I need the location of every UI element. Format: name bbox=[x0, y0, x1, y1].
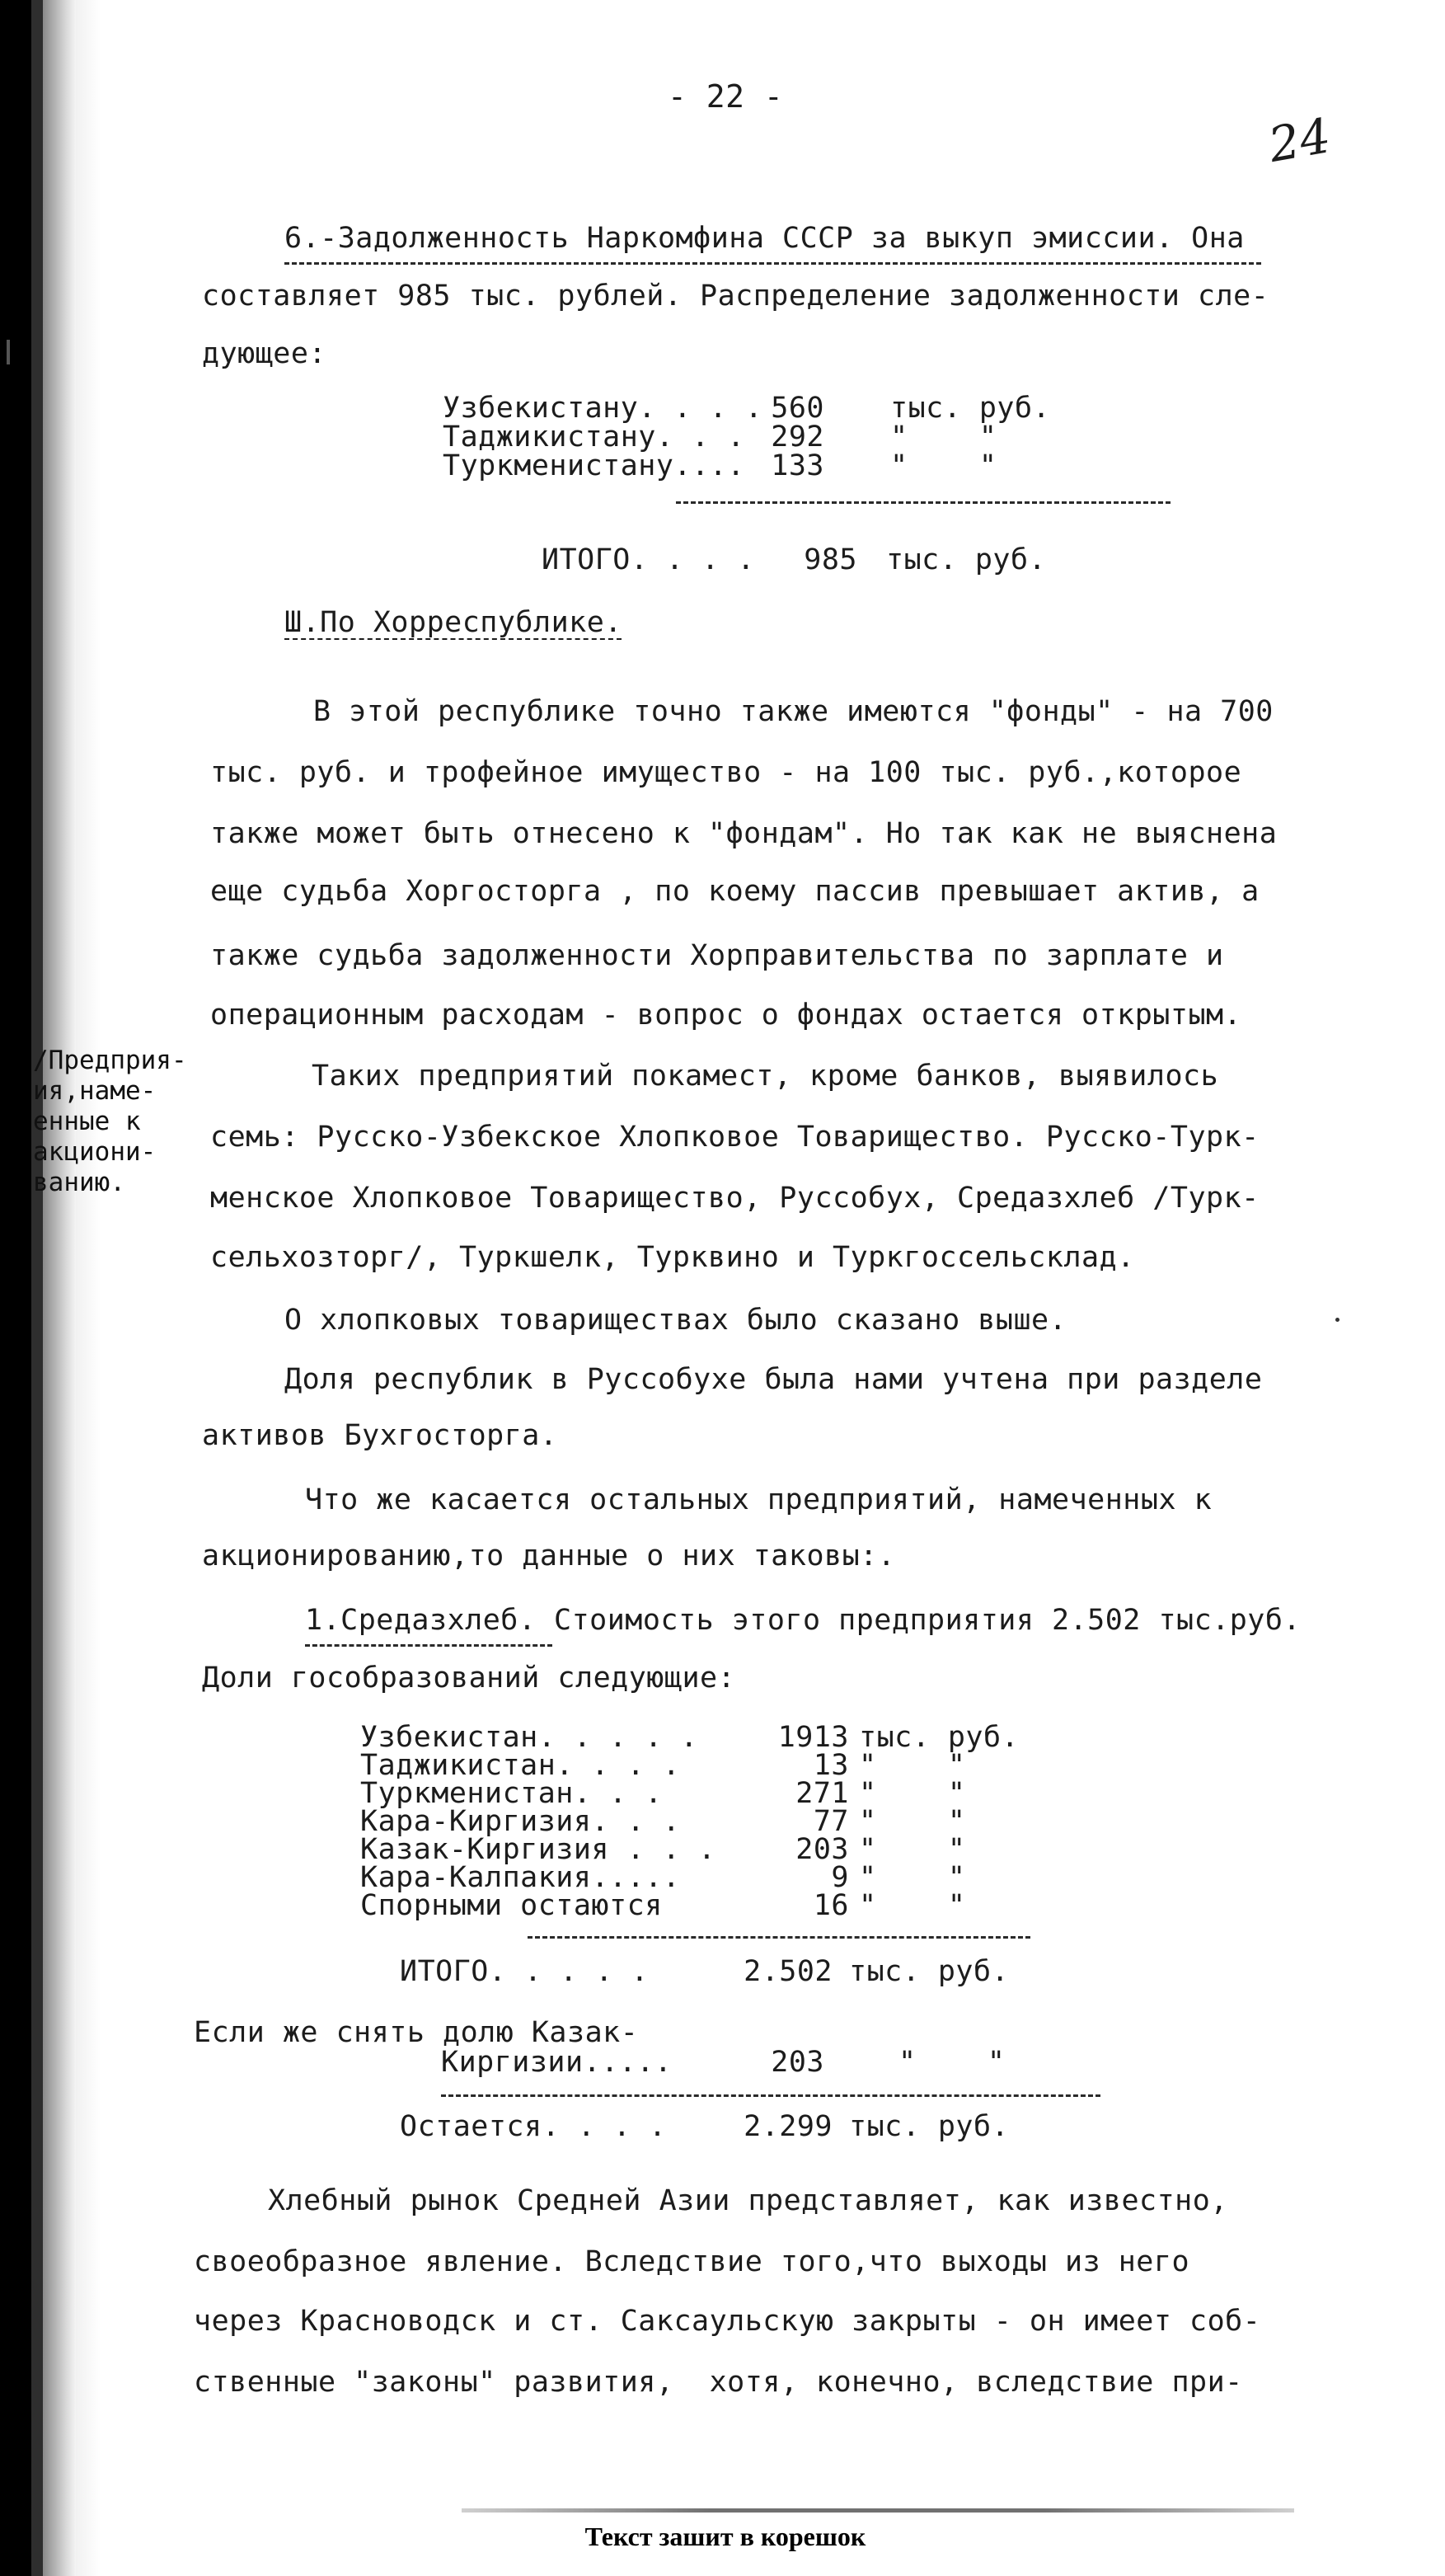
shares-total-label: ИТОГО. . . . . bbox=[400, 1955, 650, 1988]
margin-mark bbox=[7, 340, 10, 364]
remains-unit: тыс. руб. bbox=[849, 2110, 1010, 2143]
page-number: - 22 - bbox=[668, 78, 784, 115]
body-line: еще судьба Хоргосторга , по коему пассив превышает актив, а bbox=[210, 875, 1260, 908]
shares-row-unit: " " bbox=[859, 1889, 966, 1922]
shares-row-name: Таджикистан. . . . bbox=[360, 1749, 681, 1782]
section6-heading: 6.-Задолженность Наркомфина СССР за выкуп эмиссии. Она bbox=[284, 222, 1245, 255]
debt-table-sum-rule bbox=[676, 501, 1171, 504]
body-line: семь: Русско-Узбекское Хлопковое Товарищество. Русско-Турк- bbox=[210, 1121, 1260, 1154]
shares-row-unit: " " bbox=[859, 1805, 966, 1838]
body-line: также может быть отнесено к "фондам". Но так как не выяснена bbox=[210, 817, 1278, 850]
shares-total-value: 2.502 bbox=[744, 1955, 833, 1988]
debt-row-unit: тыс. руб. bbox=[890, 392, 1051, 425]
shares-total-unit: тыс. руб. bbox=[849, 1955, 1010, 1988]
debt-row-value: 292 bbox=[771, 421, 824, 454]
debt-row-name: Узбекистану. . . . bbox=[443, 392, 763, 425]
item1-line2: Доли гособразований следующие: bbox=[202, 1662, 736, 1695]
body-line: ственные "законы" развития, хотя, конечно, вследствие при- bbox=[194, 2366, 1243, 2399]
shares-row-name: Узбекистан. . . . . bbox=[360, 1721, 698, 1754]
debt-total-label: ИТОГО. . . . bbox=[542, 543, 755, 576]
debt-total-unit: тыс. руб. bbox=[886, 543, 1047, 576]
shares-row-value: 16 bbox=[813, 1889, 849, 1922]
shares-row-unit: " " bbox=[859, 1777, 966, 1810]
section3-heading: Ш.По Хорреспублике. bbox=[284, 606, 622, 639]
binding-edge-gradient bbox=[43, 0, 76, 2576]
body-line: активов Бухгосторга. bbox=[202, 1419, 558, 1452]
shares-row-unit: " " bbox=[859, 1749, 966, 1782]
binding-edge bbox=[0, 0, 31, 2576]
section6-line3: дующее: bbox=[202, 337, 327, 370]
body-line: О хлопковых товариществах было сказано выше. bbox=[284, 1304, 1067, 1337]
body-line: тыс. руб. и трофейное имущество - на 100 тыс. руб.,которое bbox=[210, 756, 1242, 789]
shares-row-value: 9 bbox=[831, 1861, 849, 1894]
debt-row-unit: " " bbox=[890, 421, 997, 454]
ink-speck bbox=[1335, 1318, 1339, 1322]
body-line: Доля республик в Руссобухе была нами учтена при разделе bbox=[284, 1363, 1263, 1396]
body-line: операционным расходам - вопрос о фондах остается открытым. bbox=[210, 999, 1242, 1032]
item1-heading-underline bbox=[305, 1644, 552, 1647]
body-line: также судьба задолженности Хорправительства по зарплате и bbox=[210, 939, 1224, 972]
marginal-note: /Предприя- ия,наме- енные к акциони- ванию. bbox=[33, 1046, 187, 1197]
footer-rule bbox=[462, 2508, 1294, 2513]
debt-total-value: 985 bbox=[804, 543, 857, 576]
binding-edge-shadow bbox=[31, 0, 43, 2576]
body-line: Таких предприятий покамест, кроме банков, выявилось bbox=[312, 1060, 1219, 1093]
debt-row-name: Таджикистану. . . bbox=[443, 421, 745, 454]
remains-label: Остается. . . . bbox=[400, 2110, 667, 2143]
shares-row-value: 203 bbox=[795, 1833, 849, 1866]
section6-heading-underline bbox=[284, 262, 1261, 265]
body-line: акционированию,то данные о них таковы:. bbox=[202, 1539, 896, 1572]
archive-folio-number: 24 bbox=[1264, 107, 1335, 174]
debt-row-value: 133 bbox=[771, 449, 824, 482]
body-line: через Красноводск и ст. Саксаульскую закрыты - он имеет соб- bbox=[194, 2305, 1261, 2338]
debt-row-unit: " " bbox=[890, 449, 997, 482]
deduction-line1: Если же снять долю Казак- bbox=[194, 2016, 639, 2049]
footer-stamp-note: Текст зашит в корешок bbox=[584, 2522, 866, 2551]
shares-row-name: Казак-Киргизия . . . bbox=[360, 1833, 716, 1866]
body-line: своеобразное явление. Вследствие того,что выходы из него bbox=[194, 2245, 1190, 2278]
shares-row-name: Кара-Киргизия. . . bbox=[360, 1805, 681, 1838]
shares-row-name: Спорными остаются bbox=[360, 1889, 663, 1922]
item1-heading: 1.Средазхлеб. Стоимость этого предприятия 2.502 тыс.руб. bbox=[305, 1604, 1302, 1637]
deduction-sum-rule bbox=[441, 2094, 1100, 2097]
debt-row-name: Туркменистану.... bbox=[443, 449, 745, 482]
shares-row-name: Туркменистан. . . bbox=[360, 1777, 663, 1810]
shares-row-value: 271 bbox=[795, 1777, 849, 1810]
shares-row-name: Кара-Калпакия..... bbox=[360, 1861, 681, 1894]
shares-row-unit: тыс. руб. bbox=[859, 1721, 1020, 1754]
shares-row-unit: " " bbox=[859, 1861, 966, 1894]
shares-table-sum-rule bbox=[528, 1936, 1030, 1939]
section6-line2: составляет 985 тыс. рублей. Распределение задолженности сле- bbox=[202, 280, 1269, 313]
shares-row-value: 77 bbox=[813, 1805, 849, 1838]
body-line: В этой республике точно также имеются "фонды" - на 700 bbox=[313, 695, 1274, 728]
deduction-unit: " " bbox=[898, 2046, 1006, 2079]
shares-row-unit: " " bbox=[859, 1833, 966, 1866]
shares-row-value: 1913 bbox=[777, 1721, 849, 1754]
body-line: Что же касается остальных предприятий, намеченных к bbox=[305, 1483, 1213, 1516]
remains-value: 2.299 bbox=[744, 2110, 833, 2143]
deduction-value: 203 bbox=[771, 2046, 824, 2079]
binding-edge-fade bbox=[76, 0, 101, 2576]
deduction-name: Киргизии..... bbox=[441, 2046, 673, 2079]
body-line: Хлебный рынок Средней Азии представляет, как известно, bbox=[268, 2184, 1228, 2217]
body-line: сельхозторг/, Туркшелк, Турквино и Туркгоссельсклад. bbox=[210, 1241, 1135, 1274]
body-line: менское Хлопковое Товарищество, Руссобух, Средазхлеб /Турк- bbox=[210, 1182, 1260, 1215]
shares-row-value: 13 bbox=[813, 1749, 849, 1782]
debt-row-value: 560 bbox=[771, 392, 824, 425]
